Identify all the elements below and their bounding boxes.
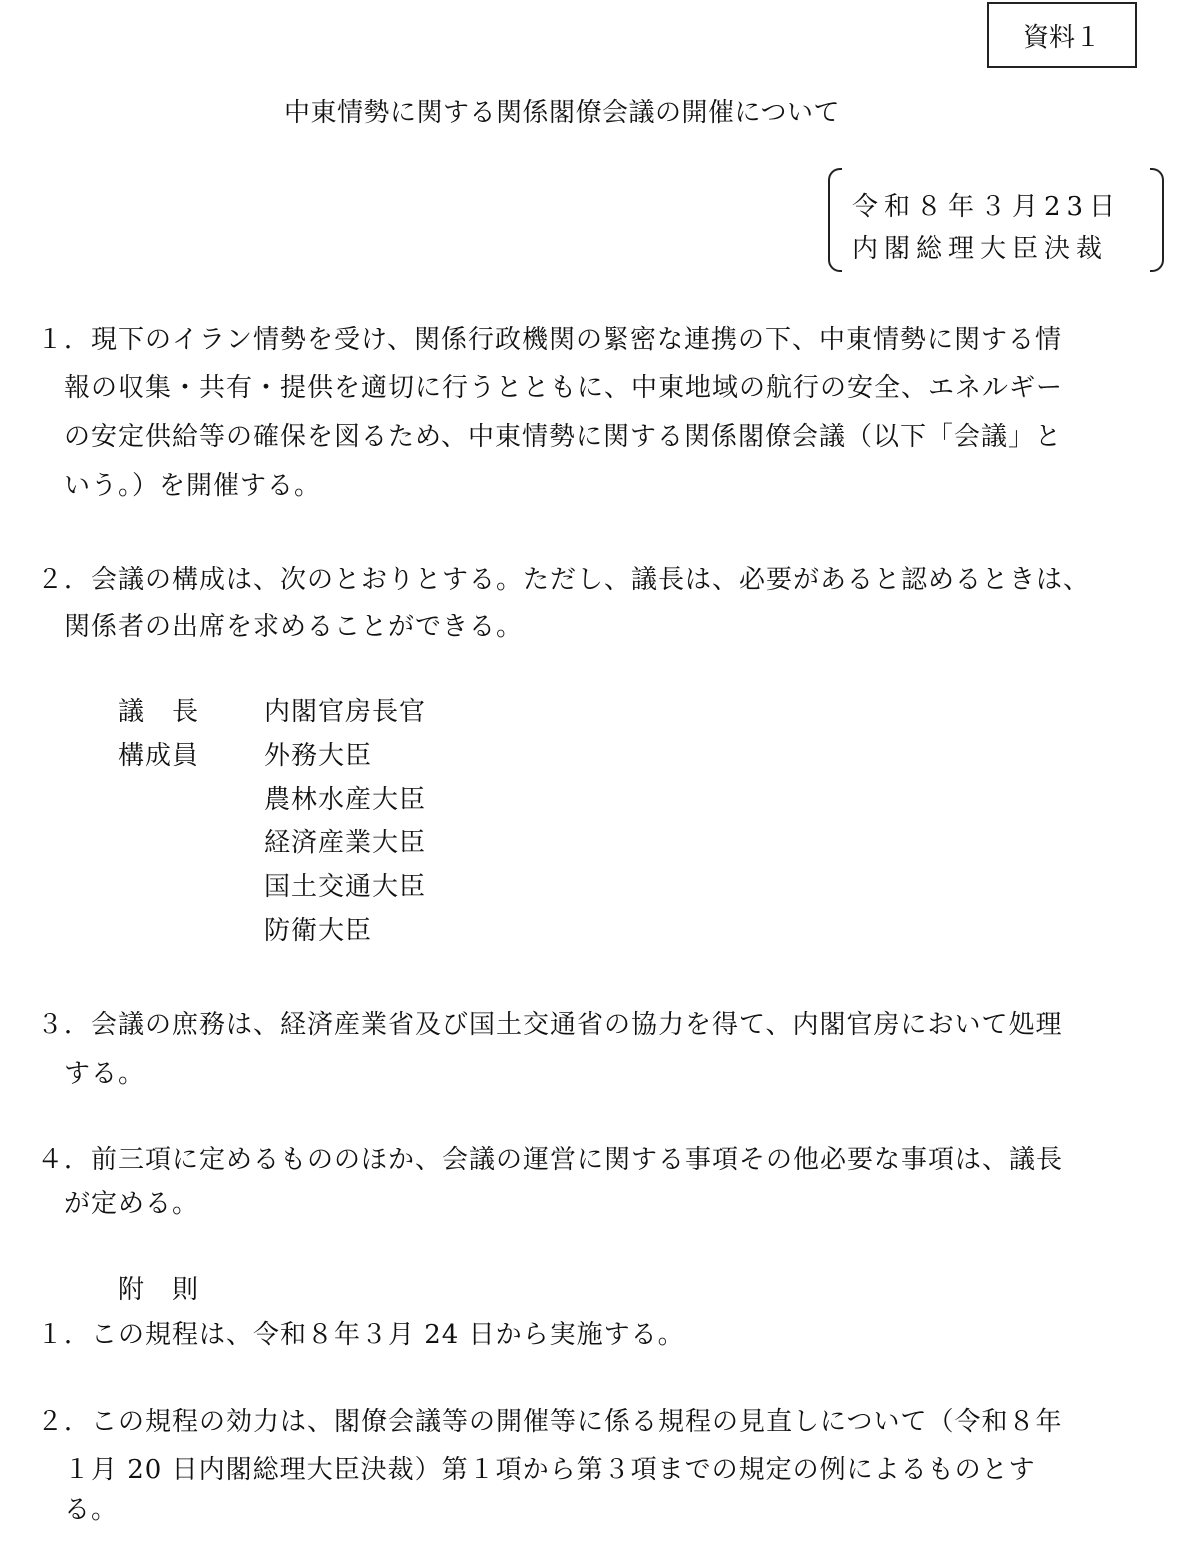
decision-by: 内閣総理大臣決裁: [852, 234, 1109, 264]
text-line: １．現下のイラン情勢を受け、関係行政機関の緊密な連携の下、中東情勢に関する情: [37, 325, 1062, 355]
member: 農林水産大臣: [264, 785, 427, 815]
text-line: が定める。: [64, 1189, 200, 1219]
member: 経済産業大臣: [264, 828, 427, 858]
text-line: １月 20 日内閣総理大臣決裁）第１項から第３項までの規定の例によるものとす: [64, 1455, 1036, 1485]
supplementary-heading: 附 則: [118, 1275, 200, 1305]
text-line: る。: [64, 1495, 119, 1525]
text-line: いう。）を開催する。: [64, 471, 322, 501]
member: 外務大臣: [264, 741, 373, 771]
text-line: 関係者の出席を求めることができる。: [64, 612, 524, 642]
text-line: ２．この規程の効力は、閣僚会議等の開催等に係る規程の見直しについて（令和８年: [37, 1407, 1063, 1437]
left-bracket: [828, 168, 842, 272]
members-label: 構成員: [118, 741, 200, 771]
right-bracket: [1150, 168, 1164, 272]
chair-label: 議 長: [118, 697, 200, 727]
text-line: ３．会議の庶務は、経済産業省及び国土交通省の協力を得て、内閣官房において処理: [37, 1010, 1063, 1040]
chair: 内閣官房長官: [264, 697, 427, 727]
text-line: の安定供給等の確保を図るため、中東情勢に関する関係閣僚会議（以下「会議」と: [64, 422, 1062, 452]
text-line: ２．会議の構成は、次のとおりとする。ただし、議長は、必要があると認めるときは、: [37, 565, 1091, 595]
text-line: 報の収集・共有・提供を適切に行うとともに、中東地域の航行の安全、エネルギー: [64, 373, 1064, 403]
decision-date: 令和８年３月23日: [852, 192, 1122, 222]
member: 国土交通大臣: [264, 872, 427, 902]
text-line: ４．前三項に定めるもののほか、会議の運営に関する事項その他必要な事項は、議長: [37, 1145, 1064, 1175]
member: 防衛大臣: [264, 916, 373, 946]
document-title: 中東情勢に関する関係閣僚会議の開催について: [284, 98, 840, 128]
text-line: １．この規程は、令和８年３月 24 日から実施する。: [37, 1320, 685, 1350]
text-line: する。: [64, 1059, 146, 1089]
document-label: 資料１: [1022, 22, 1101, 53]
decision-block: [828, 168, 1164, 272]
document-label-box: [987, 2, 1137, 68]
